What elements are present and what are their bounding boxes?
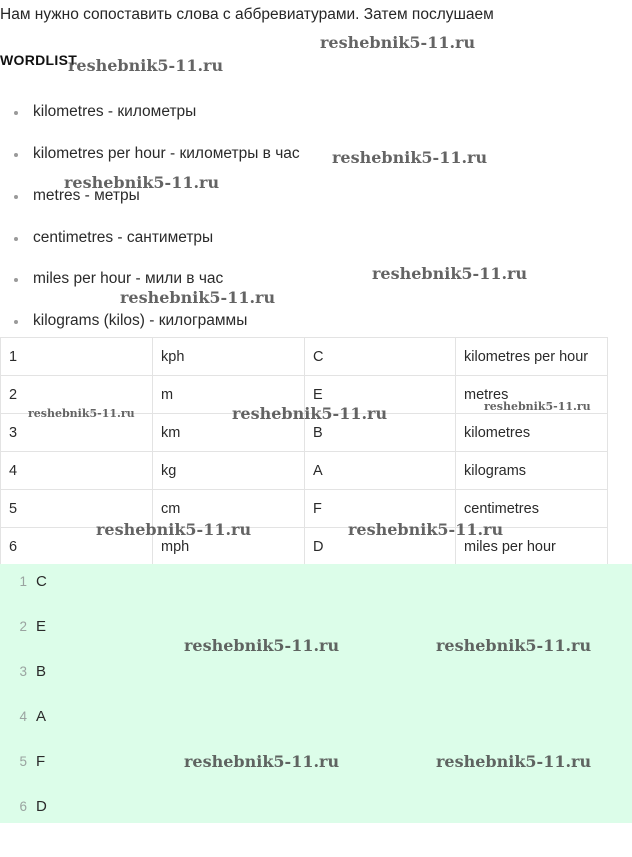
cell-word: kilometres (456, 414, 608, 452)
cell-word: kilometres per hour (456, 338, 608, 376)
answer-letter: D (36, 798, 47, 815)
watermark: reshebnik5-11.ru (64, 173, 220, 192)
wordlist-item-text: miles per hour - мили в час (33, 270, 224, 287)
watermark: reshebnik5-11.ru (232, 404, 388, 423)
cell-number: 6 (1, 528, 153, 566)
bullet-icon (14, 153, 18, 157)
cell-letter: C (305, 338, 456, 376)
bullet-icon (14, 195, 18, 199)
answer-number: 6 (19, 799, 27, 814)
watermark: reshebnik5-11.ru (68, 56, 224, 75)
cell-letter: D (305, 528, 456, 566)
watermark: reshebnik5-11.ru (484, 400, 591, 413)
cell-number: 3 (1, 414, 153, 452)
answer-number: 3 (19, 664, 27, 679)
table-row (1, 338, 608, 376)
cell-abbreviation: m (153, 376, 305, 414)
cell-abbreviation: km (153, 414, 305, 452)
cell-word: centimetres (456, 490, 608, 528)
answer-letter: A (36, 708, 47, 725)
bullet-icon (14, 278, 18, 282)
watermark: reshebnik5-11.ru (184, 752, 340, 771)
cell-abbreviation: mph (153, 528, 305, 566)
wordlist-item-text: kilograms (kilos) - килограммы (33, 312, 248, 329)
watermark: reshebnik5-11.ru (436, 636, 592, 655)
watermark: reshebnik5-11.ru (332, 148, 488, 167)
bullet-icon (14, 237, 18, 241)
wordlist-item-text: kilometres - километры (33, 103, 197, 120)
answer-number: 4 (19, 709, 27, 724)
cell-number: 5 (1, 490, 153, 528)
watermark: reshebnik5-11.ru (28, 407, 135, 420)
bullet-icon (14, 320, 18, 324)
wordlist-item-text: kilometres per hour - километры в час (33, 145, 300, 162)
watermark: reshebnik5-11.ru (436, 752, 592, 771)
cell-word: kilograms (456, 452, 608, 490)
wordlist-title: WORDLIST (0, 52, 78, 68)
watermark: reshebnik5-11.ru (320, 33, 476, 52)
answer-letter: E (36, 618, 47, 635)
answer-letter: C (36, 573, 47, 590)
answer-number: 2 (19, 619, 27, 634)
cell-letter: F (305, 490, 456, 528)
cell-word: miles per hour (456, 528, 608, 566)
watermark: reshebnik5-11.ru (372, 264, 528, 283)
cell-word: metres (456, 376, 608, 414)
cell-abbreviation: kph (153, 338, 305, 376)
cell-number: 2 (1, 376, 153, 414)
cell-number: 4 (1, 452, 153, 490)
table-row (1, 490, 608, 528)
watermark: reshebnik5-11.ru (348, 520, 504, 539)
wordlist-item-text: centimetres - сантиметры (33, 229, 214, 246)
bullet-icon (14, 111, 18, 115)
cell-letter: A (305, 452, 456, 490)
cell-abbreviation: cm (153, 490, 305, 528)
answer-letter: F (36, 753, 46, 770)
table-row (1, 528, 608, 566)
answer-number: 1 (19, 574, 27, 589)
watermark: reshebnik5-11.ru (120, 288, 276, 307)
table-row (1, 452, 608, 490)
answer-number: 5 (19, 754, 27, 769)
cell-letter: B (305, 414, 456, 452)
watermark: reshebnik5-11.ru (96, 520, 252, 539)
cell-letter: E (305, 376, 456, 414)
cell-number: 1 (1, 338, 153, 376)
answer-block (0, 564, 632, 823)
intro-text: Нам нужно сопоставить слова с аббревиатурами. Затем послушаем (0, 6, 494, 23)
wordlist-item-text: metres - метры (33, 187, 140, 204)
cell-abbreviation: kg (153, 452, 305, 490)
answer-letter: B (36, 663, 47, 680)
watermark: reshebnik5-11.ru (184, 636, 340, 655)
matching-table (0, 337, 608, 566)
